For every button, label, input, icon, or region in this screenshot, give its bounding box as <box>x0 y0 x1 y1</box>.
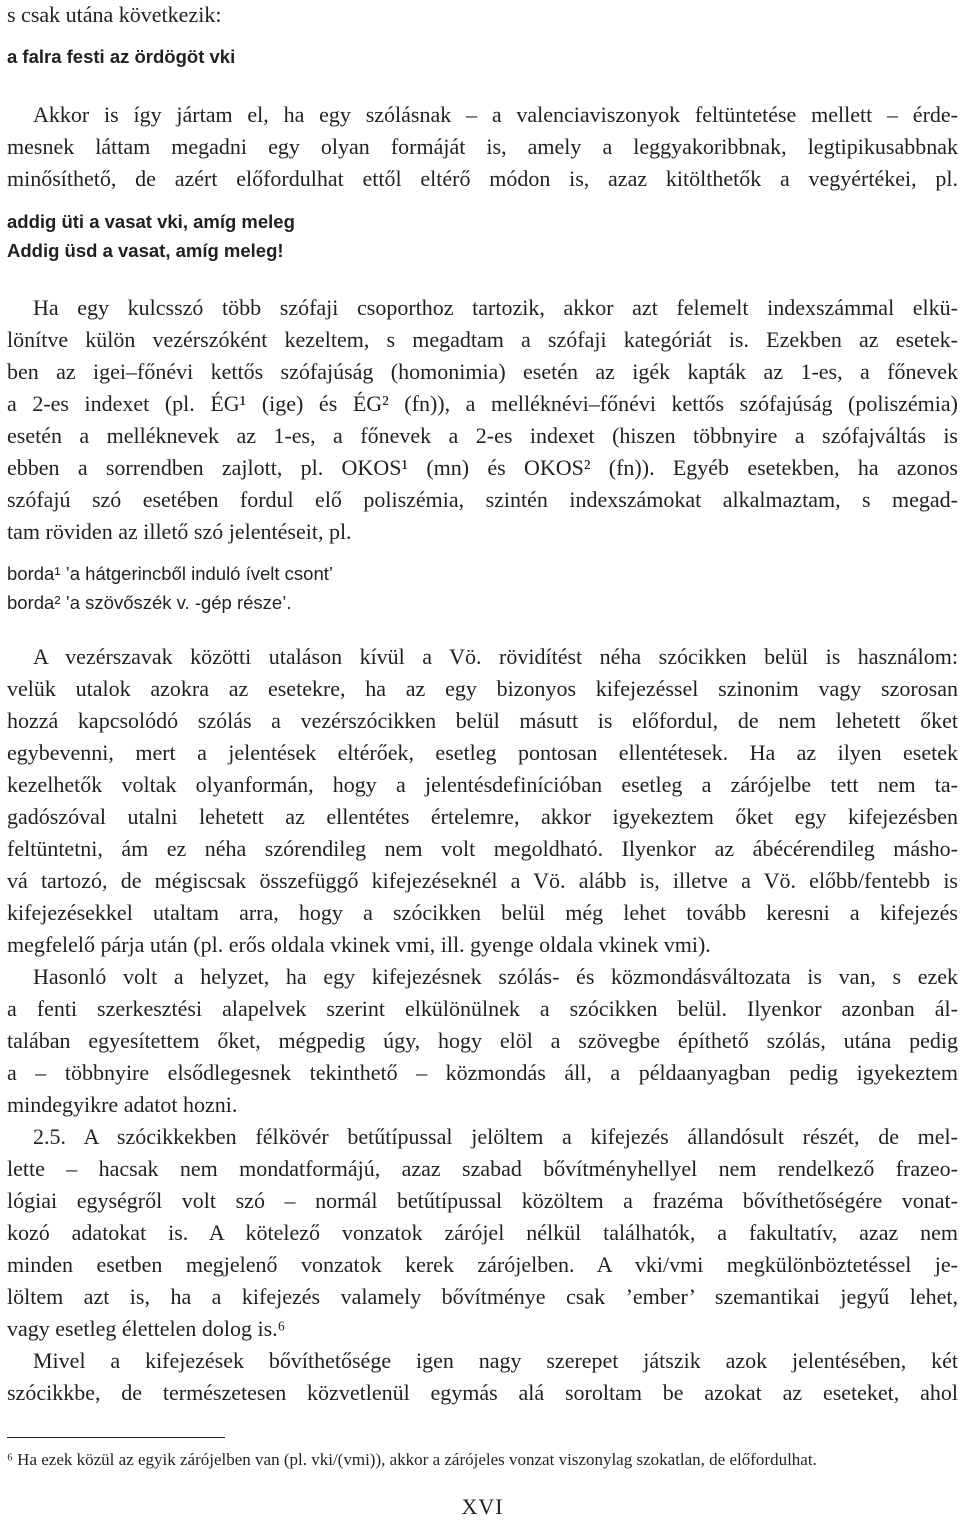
text-line: A vezérszavak közötti utaláson kívül a Vö. rövidítést néha szócikken belül is használom: <box>33 644 958 669</box>
text-line: tam röviden az illető szó jelentéseit, pl. <box>7 519 352 544</box>
example-line: borda² ’a szövőszék v. -gép része’. <box>7 592 292 613</box>
example-line: a falra festi az ördögöt vki <box>7 46 236 67</box>
text-line: löltem azt is, ha a kifejezés valamely bővítménye csak ’ember’ szemantikai jegyű lehet, <box>7 1284 958 1309</box>
text-line: lógiai egységről volt szó – normál betűtípussal közöltem a frazéma bővíthetőségére vonat- <box>7 1188 958 1213</box>
text-line: ebben a sorrendben zajlott, pl. OKOS¹ (mn) és OKOS² (fn)). Egyéb esetekben, ha azonos <box>7 455 958 480</box>
text-line: minden esetben megjelenő vonzatok kerek zárójelben. A vki/vmi megkülönböztetéssel je- <box>7 1252 958 1277</box>
text-line: talában egyesítettem őket, mégpedig úgy, hogy elöl a szövegbe építhető szólás, utána pedig <box>7 1028 958 1053</box>
text-line: kezelhetők voltak olyanformán, hogy a jelentésdefinícióban esetleg a zárójelbe tett nem ta- <box>7 772 958 797</box>
text-line: Mivel a kifejezések bővíthetősége igen nagy szerepet játszik azok jelentésében, két <box>33 1348 958 1373</box>
text-line: kozó adatokat is. A kötelező vonzatok zárójel nélkül találhatók, a fakultatív, azaz nem <box>7 1220 958 1245</box>
example-line: Addig üsd a vasat, amíg meleg! <box>7 240 284 261</box>
text-line: vagy esetleg élettelen dolog is.⁶ <box>7 1316 286 1341</box>
text-line: lette – hacsak nem mondatformájú, azaz szabad bővítményhellyel nem rendelkező frazeo- <box>7 1156 958 1181</box>
text-line: a 2-es indexet (pl. ÉG¹ (ige) és ÉG² (fn)), a melléknévi–főnévi kettős szófajúság (poliszémia) <box>7 391 958 416</box>
text-line: s csak utána következik: <box>7 2 222 27</box>
text-line: hozzá kapcsolódó szólás a vezérszócikken belül másutt is előfordul, de nem lehetett őket <box>7 708 958 733</box>
footnote-rule <box>7 1437 225 1438</box>
footnote: ⁶ Ha ezek közül az egyik zárójelben van (pl. vki/(vmi)), akkor a zárójeles vonzat viszonylag szokatlan, de előfordulhat. <box>7 1450 817 1469</box>
text-line: egybevenni, mert a jelentések eltérőek, esetleg pontosan ellentétesek. Ha az ilyen esetek <box>7 740 958 765</box>
text-line: ben az igei–főnévi kettős szófajúság (homonimia) esetén az igék kapták az 1-es, a főnevek <box>7 359 958 384</box>
text-line: Hasonló volt a helyzet, ha egy kifejezésnek szólás- és közmondásváltozata is van, s ezek <box>33 964 958 989</box>
section-line: 2.5. A szócikkekben félkövér betűtípussal jelöltem a kifejezés állandósult részét, de mel- <box>33 1124 958 1149</box>
text-line: velük utalok azokra az esetekre, ha az egy bizonyos kifejezéssel szinonim vagy szorosan <box>7 676 958 701</box>
text-line: a – többnyire elsődlegesnek tekinthető – közmondás áll, a példaanyagban pedig igyekeztem <box>7 1060 958 1085</box>
text-line: kifejezésekkel utaltam arra, hogy a szócikken belül még lehet tovább keresni a kifejezés <box>7 900 958 925</box>
text-line: vá tartozó, de mégiscsak összefüggő kifejezéseknél a Vö. alább is, illetve a Vö. előbb/fentebb is <box>7 868 958 893</box>
example-line: borda¹ ’a hátgerincből induló ívelt csont’ <box>7 563 333 584</box>
text-line: feltüntetni, ám ez néha szórendileg nem volt megoldható. Ilyenkor az ábécérendileg másho- <box>7 836 958 861</box>
text-line: mesnek láttam megadni egy olyan formáját is, amely a leggyakoribbnak, legtipikusabbnak <box>7 134 958 159</box>
text-line: szófajú szó esetében fordul elő poliszémia, szintén indexszámokat alkalmaztam, s megad- <box>7 487 958 512</box>
text-line: a fenti szerkesztési alapelvek szerint elkülönülnek a szócikken belül. Ilyenkor azonban ál- <box>7 996 958 1021</box>
text-line: megfelelő párja után (pl. erős oldala vkinek vmi, ill. gyenge oldala vkinek vmi). <box>7 932 711 957</box>
text-line: Ha egy kulcsszó több szófaji csoporthoz tartozik, akkor azt felemelt indexszámmal elkü- <box>33 295 958 320</box>
example-line: addig üti a vasat vki, amíg meleg <box>7 211 295 232</box>
text-line: Akkor is így jártam el, ha egy szólásnak – a valenciaviszonyok feltüntetése mellett – érde- <box>33 102 958 127</box>
text-line: lönítve külön vezérszóként kezeltem, s megadtam a szófaji kategóriát is. Ezekben az esetek- <box>7 327 958 352</box>
text-line: minősíthető, de azért előfordulhat ettől eltérő módon is, azaz kitölthetők a vegyértékei, pl. <box>7 166 958 191</box>
text-line: szócikkbe, de természetesen közvetlenül egymás alá soroltam be azokat az eseteket, ahol <box>7 1380 958 1405</box>
text-line: mindegyikre adatot hozni. <box>7 1092 238 1117</box>
page-number: XVI <box>461 1494 504 1519</box>
text-line: esetén a melléknevek az 1-es, a főnevek a 2-es indexet (hiszen többnyire a szófajváltás is <box>7 423 958 448</box>
text-line: gadószóval utalni lehetett az ellentétes értelemre, akkor igyekeztem őket egy kifejezésben <box>7 804 958 829</box>
